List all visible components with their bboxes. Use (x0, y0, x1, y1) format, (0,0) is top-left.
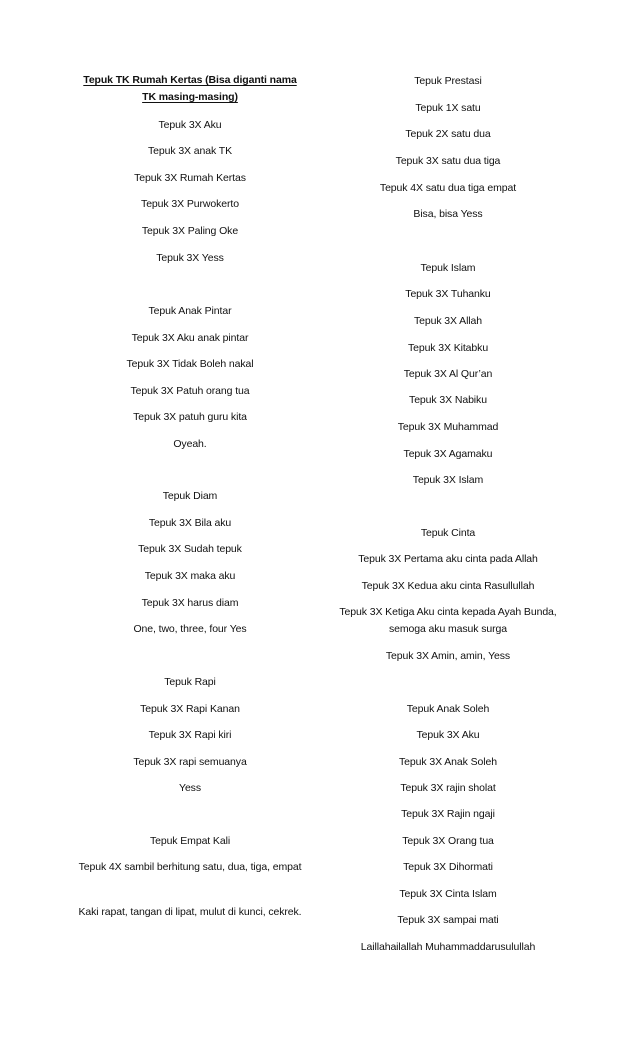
left-line-20: Tepuk Rapi (164, 676, 216, 688)
left-line-25: Tepuk Empat Kali (149, 835, 231, 847)
left-line-27: Kaki rapat, tangan di lipat, mulut di kunci, cekrek. (78, 906, 302, 918)
right-line-16: Tepuk Cinta (420, 527, 476, 539)
left-line-16: Tepuk 3X Sudah tepuk (138, 543, 242, 555)
right-line-21: Tepuk Anak Soleh (406, 703, 490, 715)
left-line-1: Tepuk TK Rumah Kertas (Bisa diganti nama TK masing-masing) (83, 74, 297, 103)
left-line-12: Tepuk 3X patuh guru kita (133, 411, 247, 423)
right-line-3: Tepuk 2X satu dua (405, 128, 491, 140)
left-line-21: Tepuk 3X Rapi Kanan (140, 703, 240, 715)
right-line-15: Tepuk 3X Islam (412, 474, 484, 486)
left-line-3: Tepuk 3X anak TK (147, 145, 232, 157)
right-line-23: Tepuk 3X Anak Soleh (399, 756, 497, 768)
right-line-22: Tepuk 3X Aku (416, 729, 480, 741)
right-line-25: Tepuk 3X Rajin ngaji (401, 808, 495, 820)
right-line-26: Tepuk 3X Orang tua (402, 835, 494, 847)
right-line-8: Tepuk 3X Tuhanku (405, 288, 491, 300)
right-line-28: Tepuk 3X Cinta Islam (399, 888, 497, 900)
right-line-6: Bisa, bisa Yess (413, 208, 483, 220)
right-line-13: Tepuk 3X Muhammad (397, 421, 499, 433)
left-line-18: Tepuk 3X harus diam (141, 597, 239, 609)
left-line-17: Tepuk 3X maka aku (144, 570, 236, 582)
left-column (76, 0, 304, 1051)
left-line-7: Tepuk 3X Yess (156, 252, 224, 264)
right-line-14: Tepuk 3X Agamaku (403, 448, 493, 460)
right-column (334, 0, 562, 1051)
left-line-13: Oyeah. (173, 438, 207, 450)
left-line-8: Tepuk Anak Pintar (148, 305, 232, 317)
right-line-4: Tepuk 3X satu dua tiga (395, 155, 501, 167)
right-line-10: Tepuk 3X Kitabku (407, 342, 489, 354)
left-line-4: Tepuk 3X Rumah Kertas (134, 172, 246, 184)
right-line-5: Tepuk 4X satu dua tiga empat (379, 182, 517, 194)
left-line-14: Tepuk Diam (162, 490, 218, 502)
right-line-18: Tepuk 3X Kedua aku cinta Rasullullah (361, 580, 535, 592)
left-line-9: Tepuk 3X Aku anak pintar (131, 332, 249, 344)
right-line-20: Tepuk 3X Amin, amin, Yess (385, 650, 511, 662)
right-line-9: Tepuk 3X Allah (413, 315, 483, 327)
right-line-19: Tepuk 3X Ketiga Aku cinta kepada Ayah Bunda, semoga aku masuk surga (339, 606, 557, 635)
right-line-27: Tepuk 3X Dihormati (403, 861, 493, 873)
right-line-7: Tepuk Islam (420, 262, 476, 274)
right-line-30: Laillahailallah Muhammaddarusulullah (360, 941, 536, 953)
left-line-23: Tepuk 3X rapi semuanya (133, 756, 247, 768)
left-line-26: Tepuk 4X sambil berhitung satu, dua, tiga, empat (78, 861, 302, 873)
right-line-12: Tepuk 3X Nabiku (409, 394, 487, 406)
left-line-5: Tepuk 3X Purwokerto (141, 198, 239, 210)
right-line-24: Tepuk 3X rajin sholat (400, 782, 496, 794)
left-line-19: One, two, three, four Yes (133, 623, 247, 635)
left-line-22: Tepuk 3X Rapi kiri (148, 729, 232, 741)
right-line-17: Tepuk 3X Pertama aku cinta pada Allah (358, 553, 538, 565)
right-line-11: Tepuk 3X Al Qur’an (403, 368, 493, 380)
right-line-29: Tepuk 3X sampai mati (397, 914, 499, 926)
left-line-24: Yess (179, 782, 201, 794)
left-line-15: Tepuk 3X Bila aku (148, 517, 232, 529)
right-line-1: Tepuk Prestasi (414, 75, 482, 87)
left-line-6: Tepuk 3X Paling Oke (141, 225, 239, 237)
right-line-2: Tepuk 1X satu (415, 102, 481, 114)
left-line-2: Tepuk 3X Aku (158, 119, 222, 131)
left-line-11: Tepuk 3X Patuh orang tua (130, 385, 250, 397)
left-line-10: Tepuk 3X Tidak Boleh nakal (126, 358, 254, 370)
